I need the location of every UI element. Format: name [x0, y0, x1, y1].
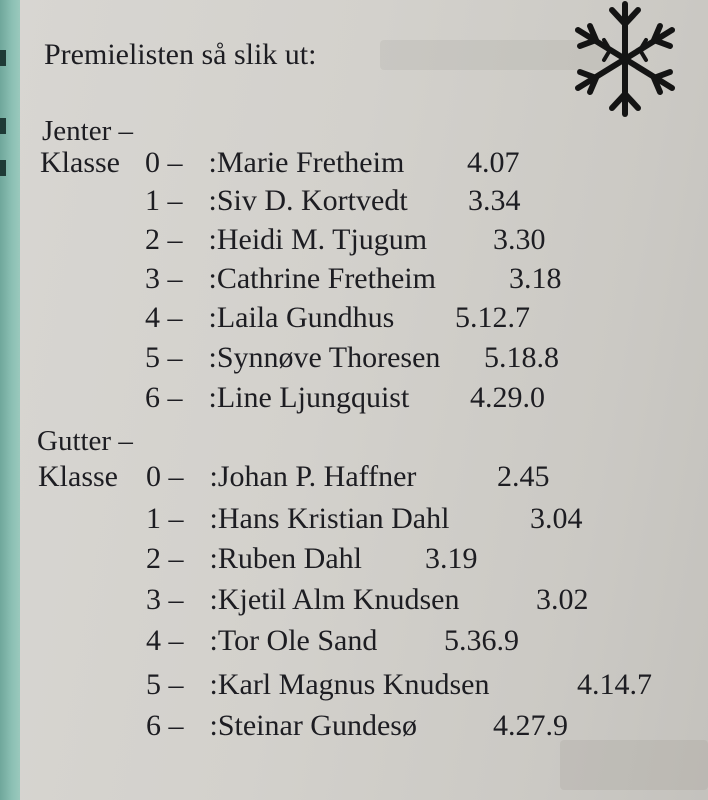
participant-name: :Laila Gundhus — [208, 301, 395, 334]
list-item — [40, 148, 142, 178]
list-item — [146, 670, 489, 700]
class-label: Klasse — [38, 460, 118, 493]
class-number: 6 – — [145, 381, 183, 414]
list-item — [146, 544, 362, 574]
class-number: 6 – — [146, 709, 184, 742]
result-time: 3.30 — [493, 223, 546, 256]
class-number: 2 – — [145, 223, 183, 256]
boys-heading: Gutter – — [37, 425, 133, 457]
intro-text: Premielisten så slik ut: — [44, 38, 317, 71]
class-number: 5 – — [145, 341, 183, 374]
result-time: 3.19 — [425, 542, 478, 575]
result-time: 4.07 — [467, 146, 520, 179]
class-number: 0 – — [145, 146, 183, 179]
participant-name: :Line Ljungquist — [208, 381, 410, 414]
list-item — [145, 383, 409, 413]
list-item — [146, 504, 449, 534]
girls-heading: Jenter – — [42, 115, 133, 147]
class-number: 4 – — [145, 301, 183, 334]
class-number: 3 – — [146, 583, 184, 616]
result-time: 5.12.7 — [455, 301, 530, 334]
list-item — [145, 343, 440, 373]
list-item — [145, 303, 394, 333]
participant-name: :Synnøve Thoresen — [208, 341, 441, 374]
participant-name: :Karl Magnus Knudsen — [209, 668, 490, 701]
result-time: 5.18.8 — [484, 341, 559, 374]
participant-name: :Johan P. Haffner — [209, 460, 417, 493]
list-item — [146, 585, 460, 615]
class-number: 4 – — [146, 624, 184, 657]
class-number: 2 – — [146, 542, 184, 575]
list-item — [145, 186, 408, 216]
list-item — [146, 462, 416, 492]
class-number: 3 – — [145, 262, 183, 295]
list-item — [146, 626, 377, 656]
list-item — [145, 225, 427, 255]
list-item — [145, 148, 404, 178]
participant-name: :Steinar Gundesø — [209, 709, 417, 742]
class-number: 1 – — [146, 502, 184, 535]
result-time: 3.18 — [509, 262, 562, 295]
participant-name: :Marie Fretheim — [208, 146, 405, 179]
result-time: 2.45 — [497, 460, 550, 493]
participant-name: :Siv D. Kortvedt — [208, 184, 408, 217]
class-number: 5 – — [146, 668, 184, 701]
participant-name: :Ruben Dahl — [209, 542, 362, 575]
result-time: 4.27.9 — [493, 709, 568, 742]
result-time: 4.14.7 — [577, 668, 652, 701]
participant-name: :Hans Kristian Dahl — [209, 502, 450, 535]
class-number: 1 – — [145, 184, 183, 217]
list-item — [145, 264, 436, 294]
result-time: 3.04 — [530, 502, 583, 535]
result-time: 5.36.9 — [444, 624, 519, 657]
class-number: 0 – — [146, 460, 184, 493]
result-time: 3.02 — [536, 583, 589, 616]
list-item — [146, 711, 417, 741]
participant-name: :Heidi M. Tjugum — [208, 223, 428, 256]
participant-name: :Kjetil Alm Knudsen — [209, 583, 460, 616]
participant-name: :Tor Ole Sand — [209, 624, 378, 657]
participant-name: :Cathrine Fretheim — [208, 262, 436, 295]
list-item — [38, 462, 142, 492]
result-time: 3.34 — [468, 184, 521, 217]
result-time: 4.29.0 — [470, 381, 545, 414]
class-label: Klasse — [40, 146, 120, 179]
